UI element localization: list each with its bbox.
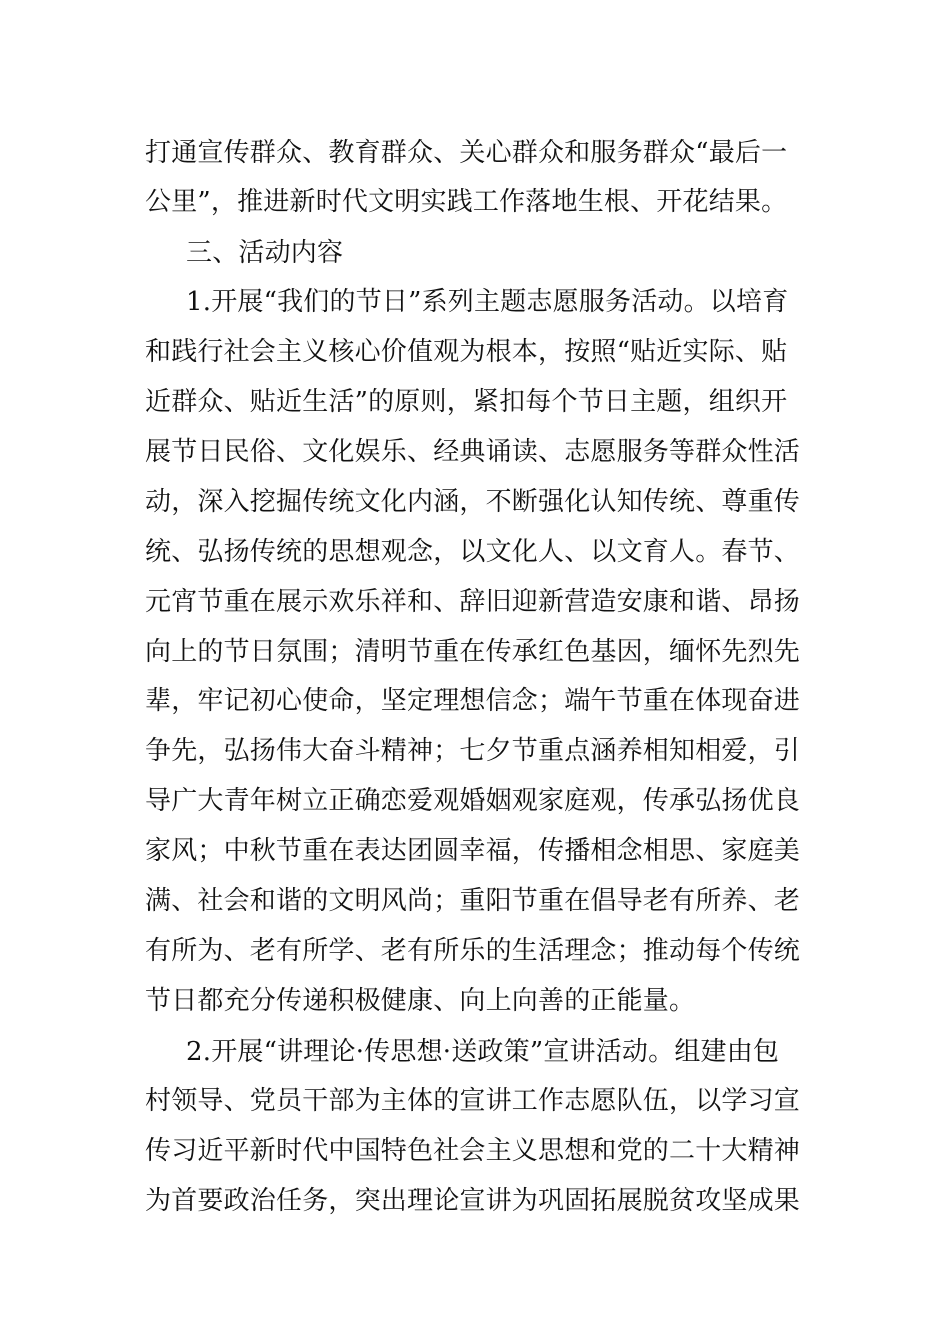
text-line-20: 村领导、党员干部为主体的宣讲工作志愿队伍，以学习宣 xyxy=(145,1086,801,1116)
text-line-2: 公里”，推进新时代文明实践工作落地生根、开花结果。 xyxy=(145,187,788,217)
text-line-9: 统、弘扬传统的思想观念，以文化人、以文育人。春节、 xyxy=(145,537,801,567)
text-line-11: 向上的节日氛围；清明节重在传承红色基因，缅怀先烈先 xyxy=(145,637,801,667)
text-line-12: 辈，牢记初心使命，坚定理想信念；端午节重在体现奋进 xyxy=(145,686,801,716)
text-line-1: 打通宣传群众、教育群众、关心群众和服务群众“最后一 xyxy=(145,138,788,168)
text-line-22: 为首要政治任务，突出理论宣讲为巩固拓展脱贫攻坚成果 xyxy=(145,1186,801,1216)
text-line-8: 动，深入挖掘传统文化内涵，不断强化认知传统、尊重传 xyxy=(145,487,801,517)
text-line-7: 展节日民俗、文化娱乐、经典诵读、志愿服务等群众性活 xyxy=(145,437,801,467)
text-line-15: 家风；中秋节重在表达团圆幸福，传播相念相思、家庭美 xyxy=(145,836,801,866)
text-line-6: 近群众、贴近生活”的原则，紧扣每个节日主题，组织开 xyxy=(145,387,788,417)
text-line-4: 1.开展“我们的节日”系列主题志愿服务活动。以培育 xyxy=(186,287,789,317)
text-line-18: 节日都充分传递积极健康、向上向善的正能量。 xyxy=(145,986,696,1016)
text-line-16: 满、社会和谐的文明风尚；重阳节重在倡导老有所养、老 xyxy=(145,886,801,916)
text-line-5: 和践行社会主义核心价值观为根本，按照“贴近实际、贴 xyxy=(145,337,788,367)
section-heading-3: 三、活动内容 xyxy=(186,238,344,268)
text-line-13: 争先，弘扬伟大奋斗精神；七夕节重点涵养相知相爱，引 xyxy=(145,736,801,766)
text-line-10: 元宵节重在展示欢乐祥和、辞旧迎新营造安康和谐、昂扬 xyxy=(145,587,801,617)
text-line-17: 有所为、老有所学、老有所乐的生活理念；推动每个传统 xyxy=(145,936,801,966)
text-line-21: 传习近平新时代中国特色社会主义思想和党的二十大精神 xyxy=(145,1136,801,1166)
text-line-14: 导广大青年树立正确恋爱观婚姻观家庭观，传承弘扬优良 xyxy=(145,786,801,816)
text-line-19: 2.开展“讲理论·传思想·送政策”宣讲活动。组建由包 xyxy=(186,1037,780,1067)
